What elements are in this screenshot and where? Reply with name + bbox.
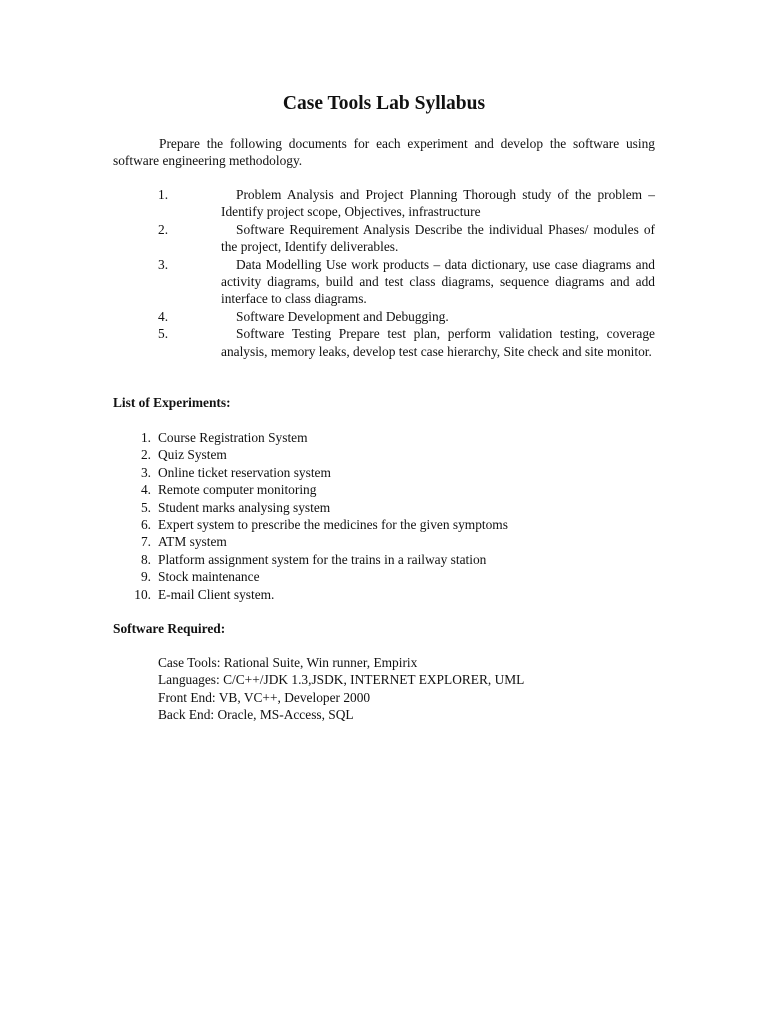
item-text: Quiz System: [158, 447, 227, 463]
item-number: 9.: [140, 569, 151, 585]
step-text: Data Modelling Use work products – data dictionary, use case diagrams and activity diagrams, build and test class diagrams, sequence diagrams and add interface to class diagrams.: [221, 256, 655, 307]
software-required-list: [158, 654, 524, 724]
item-text: Stock maintenance: [158, 569, 260, 585]
item-number: 4.: [140, 482, 151, 498]
list-item: [113, 551, 508, 568]
software-item: Front End: VB, VC++, Developer 2000: [158, 689, 371, 705]
step-number: 4.: [158, 308, 169, 324]
item-number: 2.: [140, 447, 151, 463]
procedure-step: [113, 256, 655, 308]
procedure-step: [113, 325, 655, 360]
intro-paragraph: Prepare the following documents for each experiment and develop the software using software engineering methodology.: [113, 136, 655, 169]
step-number: 5.: [158, 326, 169, 342]
list-item: [113, 481, 508, 498]
step-text: Software Testing Prepare test plan, perform validation testing, coverage analysis, memory leaks, develop test case hierarchy, Site check and site monitor.: [221, 326, 655, 359]
step-number: 1.: [158, 187, 169, 202]
item-number: 3.: [140, 464, 151, 480]
procedure-steps-list: [113, 186, 655, 360]
step-text: Problem Analysis and Project Planning Thorough study of the problem – Identify project scope, Objectives, infrastructure: [221, 187, 655, 220]
step-text: Software Requirement Analysis Describe the individual Phases/ modules of the project, Identify deliverables.: [221, 221, 655, 255]
procedure-step: [113, 221, 655, 256]
item-text: Course Registration System: [158, 430, 308, 445]
procedure-step: [113, 308, 655, 325]
item-text: ATM system: [158, 534, 227, 550]
item-text: Online ticket reservation system: [158, 464, 331, 480]
item-text: Expert system to prescribe the medicines for the given symptoms: [158, 517, 508, 533]
item-text: Platform assignment system for the trains in a railway station: [158, 551, 487, 567]
experiments-heading: List of Experiments:: [113, 395, 231, 410]
item-number: 6.: [140, 517, 151, 533]
list-item: [113, 533, 508, 550]
software-item: Case Tools: Rational Suite, Win runner, Empirix: [158, 655, 418, 670]
list-item: [113, 516, 508, 533]
item-text: Student marks analysing system: [158, 499, 331, 515]
item-number: 10.: [134, 586, 151, 602]
software-item: Back End: Oracle, MS-Access, SQL: [158, 707, 354, 723]
procedure-step: [113, 186, 655, 221]
list-item: [113, 464, 508, 481]
item-number: 5.: [140, 499, 151, 515]
list-item: [113, 568, 508, 585]
list-item: [113, 429, 508, 446]
step-number: 2.: [158, 221, 169, 237]
page-title: Case Tools Lab Syllabus: [282, 93, 486, 114]
item-text: Remote computer monitoring: [158, 482, 317, 498]
item-number: 7.: [140, 534, 151, 550]
step-number: 3.: [158, 256, 169, 272]
item-text: E-mail Client system.: [158, 586, 275, 602]
experiments-list: [113, 429, 508, 603]
list-item: [113, 446, 508, 463]
software-item: Languages: C/C++/JDK 1.3,JSDK, INTERNET EXPLORER, UML: [158, 672, 525, 688]
list-item: [113, 499, 508, 516]
step-text: Software Development and Debugging.: [236, 308, 449, 324]
item-number: 1.: [140, 430, 151, 445]
list-item: [113, 586, 508, 603]
item-number: 8.: [140, 551, 151, 567]
software-required-heading: Software Required:: [113, 621, 226, 636]
